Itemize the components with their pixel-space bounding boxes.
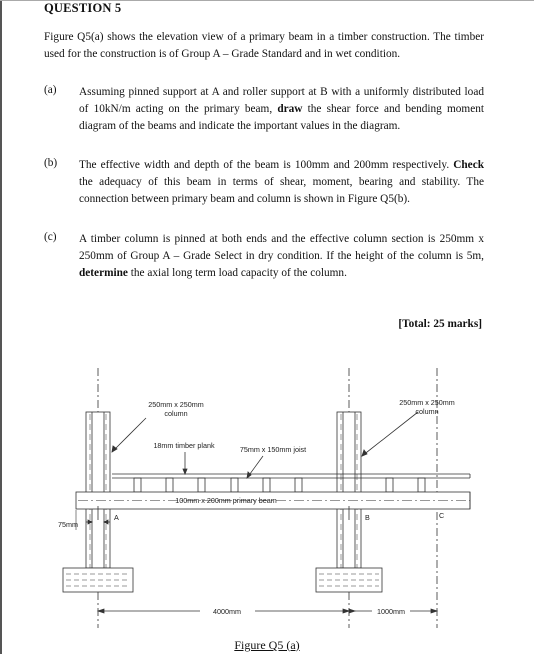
emphasized-instruction: draw xyxy=(277,103,303,115)
label-right-column-line2: column xyxy=(415,407,439,416)
question-text-segment: the axial long term load capacity of the column. xyxy=(127,267,347,279)
part-c-label: (c) xyxy=(44,231,57,243)
right-footing xyxy=(316,568,382,592)
label-end-c: C xyxy=(439,511,445,520)
right-column xyxy=(337,412,361,568)
question-text-segment: the shear force and bending moment diagram of the beams and indicate the important values in the diagram. xyxy=(79,103,484,132)
part-a-text xyxy=(79,84,484,135)
label-right-column-line1: 250mm x 250mm xyxy=(399,398,455,407)
label-support-a: A xyxy=(114,513,119,522)
question-text-segment: the adequacy of this beam in terms of shear, moment, bearing and stability. The connection between primary beam and column is shown in Figure Q5(b). xyxy=(79,176,484,205)
part-c-text xyxy=(79,231,484,282)
left-column xyxy=(86,412,110,568)
label-timber-plank: 18mm timber plank xyxy=(153,441,215,450)
label-left-column-line1: 250mm x 250mm xyxy=(148,400,204,409)
figure-q5a xyxy=(0,340,534,638)
question-text-segment: A timber column is pinned at both ends and the effective column section is 250mm x 250mm of Group A – Grade Select in dry condition. If the height of the column is 5m, xyxy=(79,233,484,262)
left-footing xyxy=(63,568,133,592)
figure-caption xyxy=(0,638,534,653)
question-title: QUESTION 5 xyxy=(44,1,122,15)
part-b-text xyxy=(79,157,484,208)
label-span-ab: 4000mm xyxy=(213,607,241,616)
label-joist: 75mm x 150mm joist xyxy=(239,445,307,454)
figure-caption-text: Figure Q5 (a) xyxy=(234,638,300,652)
leader-left-column xyxy=(112,418,146,452)
label-primary-beam: 100mm x 200mm primary beam xyxy=(175,496,277,505)
emphasized-instruction: Check xyxy=(453,159,484,171)
emphasized-instruction: determine xyxy=(79,267,128,279)
intro-paragraph: Figure Q5(a) shows the elevation view of a primary beam in a timber construction. The timber used for the construction is of Group A – Grade Standard and in wet condition. xyxy=(44,31,484,60)
label-support-b: B xyxy=(365,513,370,522)
part-b-label: (b) xyxy=(44,157,58,169)
question-text-segment: The effective width and depth of the beam is 100mm and 200mm respectively. xyxy=(79,159,454,171)
total-marks: [Total: 25 marks] xyxy=(398,318,482,330)
timber-plank xyxy=(112,474,470,478)
question-text-segment: Assuming pinned support at A and roller support at B with a uniformly distributed load of 10kN/m acting on the primary beam, xyxy=(79,86,484,115)
label-left-column-line2: column xyxy=(164,409,188,418)
label-span-bc: 1000mm xyxy=(377,607,405,616)
part-a-label: (a) xyxy=(44,84,57,96)
joists xyxy=(134,478,425,492)
label-offset-75mm: 75mm xyxy=(58,520,78,529)
leader-right-column xyxy=(362,412,418,456)
